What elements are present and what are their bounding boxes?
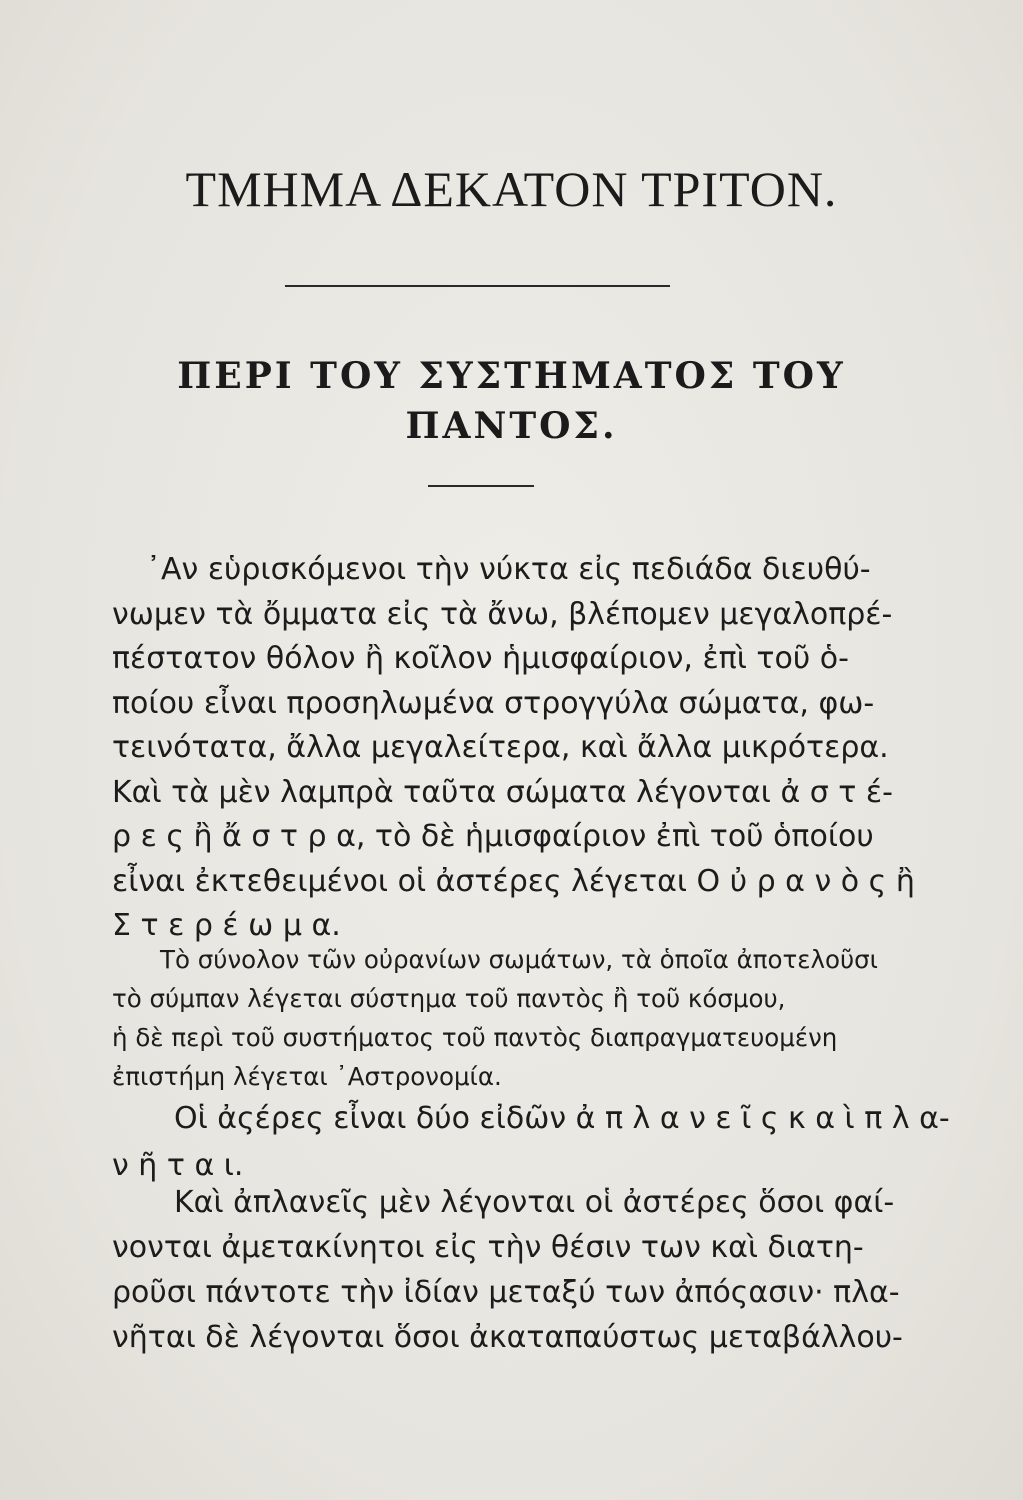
text-line: Τὸ σύνολον τῶν οὐρανίων σωμάτων, τὰ ὁποῖα ἀποτελοῦσι	[160, 945, 878, 974]
text-line: Σ τ ε ρ έ ω μ α.	[112, 908, 341, 943]
chapter-subtitle-line-1: ΠΕΡΙ ΤΟΥ ΣΥΣΤΗΜΑΤΟΣ ΤΟΥ	[177, 355, 846, 397]
text-line: ρ ε ς ἢ ἄ σ τ ρ α, τὸ δὲ ἡμισφαίριον ἐπὶ τοῦ ὁποίου	[112, 819, 874, 854]
text-line: πέστατον θόλον ἢ κοῖλον ἡμισφαίριον, ἐπὶ τοῦ ὁ-	[112, 641, 849, 676]
text-line: νῆται δὲ λέγονται ὅσοι ἀκαταπαύστως μεταβάλλου-	[112, 1320, 903, 1355]
text-line: τὸ σύμπαν λέγεται σύστημα τοῦ παντὸς ἢ τοῦ κόσμου,	[112, 984, 786, 1013]
text-line: ἐπιστήμη λέγεται ᾿Αστρονομία.	[112, 1062, 502, 1091]
section-title: ΤΜΗΜΑ ΔΕΚΑΤΟΝ ΤΡΙΤΟΝ.	[185, 161, 838, 217]
paragraph-1	[112, 548, 915, 949]
text-line: Καὶ τὰ μὲν λαμπρὰ ταῦτα σώματα λέγονται ἀ σ τ έ-	[112, 774, 893, 810]
text-line: ᾿Αν εὑρισκόμενοι τὴν νύκτα εἰς πεδιάδα διευθύ-	[146, 552, 871, 587]
text-line: ποίου εἶναι προσηλωμένα στρογγύλα σώματα, φω-	[112, 685, 875, 721]
text-line: τεινότατα, ἄλλα μεγαλείτερα, καὶ ἄλλα μικρότερα.	[112, 730, 889, 765]
paragraph-2	[112, 940, 878, 1096]
paragraph-3	[112, 1095, 950, 1189]
text-line: νονται ἀμετακίνητοι εἰς τὴν θέσιν των καὶ διατη-	[112, 1230, 864, 1265]
text-line: ροῦσι πάντοτε τὴν ἰδίαν μεταξύ των ἀπόςασιν· πλα-	[112, 1275, 900, 1310]
text-line: ἡ δὲ περὶ τοῦ συστήματος τοῦ παντὸς διαπραγματευομένη	[112, 1023, 838, 1052]
text-line: εἶναι ἐκτεθειμένοι οἱ ἀστέρες λέγεται Ο ὐ ρ α ν ὸ ς ἢ	[112, 863, 915, 899]
text-line: νωμεν τὰ ὄμματα εἰς τὰ ἄνω, βλέπομεν μεγαλοπρέ-	[112, 596, 893, 632]
text-line: Καὶ ἀπλανεῖς μὲν λέγονται οἱ ἀστέρες ὅσοι φαί-	[174, 1185, 895, 1220]
paragraph-4	[112, 1180, 903, 1360]
divider-rule	[285, 285, 670, 287]
chapter-subtitle-line-2: ΠΑΝΤΟΣ.	[405, 405, 618, 447]
text-line: ν ῆ τ α ι.	[112, 1148, 244, 1183]
text-line: Οἱ ἀςέρες εἶναι δύο εἰδῶν ἀ π λ α ν ε ῖ ς κ α ὶ π λ α-	[174, 1101, 950, 1136]
short-divider-rule	[428, 485, 534, 487]
